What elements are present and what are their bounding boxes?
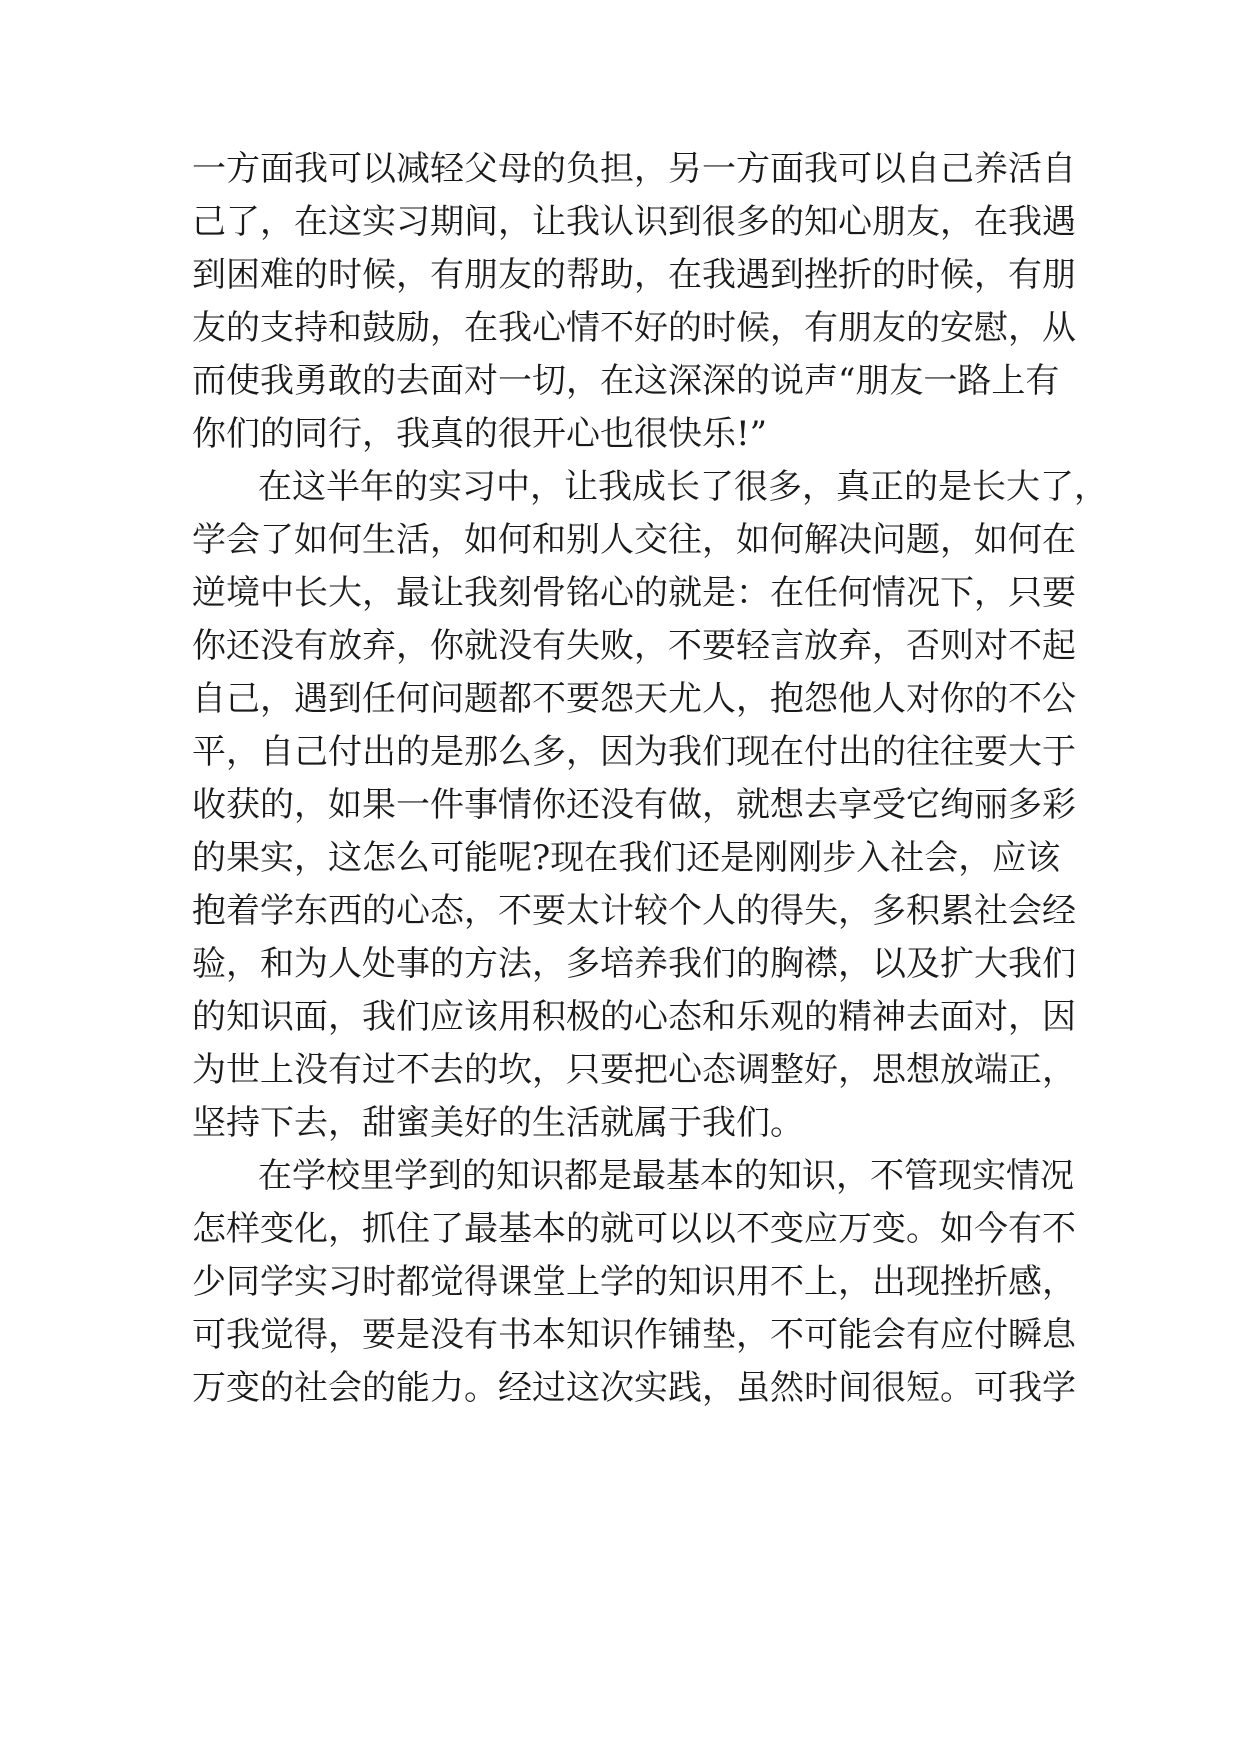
text-line: 抱着学东西的心态，不要太计较个人的得失，多积累社会经 (192, 891, 1076, 931)
text-line: 平，自己付出的是那么多，因为我们现在付出的往往要大于 (192, 732, 1076, 772)
text-line: 的果实，这怎么可能呢?现在我们还是刚刚步入社会，应该 (192, 838, 1061, 878)
text-line: 自己，遇到任何问题都不要怨天尤人，抱怨他人对你的不公 (192, 679, 1076, 719)
text-line: 收获的，如果一件事情你还没有做，就想去享受它绚丽多彩 (192, 785, 1076, 825)
text-line: 少同学实习时都觉得课堂上学的知识用不上，出现挫折感， (192, 1262, 1076, 1302)
text-line: 你们的同行，我真的很开心也很快乐!” (192, 414, 768, 454)
text-line: 友的支持和鼓励，在我心情不好的时候，有朋友的安慰，从 (192, 308, 1076, 348)
text-line: 坚持下去，甜蜜美好的生活就属于我们。 (192, 1103, 804, 1143)
text-line: 万变的社会的能力。经过这次实践，虽然时间很短。可我学 (192, 1368, 1076, 1408)
text-line: 逆境中长大，最让我刻骨铭心的就是：在任何情况下，只要 (192, 573, 1076, 613)
paragraph-first-line: 在学校里学到的知识都是最基本的知识，不管现实情况 (258, 1156, 1074, 1196)
text-line: 一方面我可以减轻父母的负担，另一方面我可以自己养活自 (192, 149, 1076, 189)
text-line: 到困难的时候，有朋友的帮助，在我遇到挫折的时候，有朋 (192, 255, 1076, 295)
text-line: 学会了如何生活，如何和别人交往，如何解决问题，如何在 (192, 520, 1076, 560)
text-line: 己了，在这实习期间，让我认识到很多的知心朋友，在我遇 (192, 202, 1076, 242)
text-line: 你还没有放弃，你就没有失败，不要轻言放弃，否则对不起 (192, 626, 1076, 666)
text-line: 怎样变化，抓住了最基本的就可以以不变应万变。如今有不 (192, 1209, 1076, 1249)
text-line: 而使我勇敢的去面对一切，在这深深的说声“朋友一路上有 (192, 361, 1060, 401)
paragraph-first-line: 在这半年的实习中，让我成长了很多，真正的是长大了， (258, 467, 1108, 507)
text-line: 可我觉得，要是没有书本知识作铺垫，不可能会有应付瞬息 (192, 1315, 1076, 1355)
text-line: 验，和为人处事的方法，多培养我们的胸襟，以及扩大我们 (192, 944, 1076, 984)
text-line: 的知识面，我们应该用积极的心态和乐观的精神去面对，因 (192, 997, 1076, 1037)
text-line: 为世上没有过不去的坎，只要把心态调整好，思想放端正， (192, 1050, 1076, 1090)
